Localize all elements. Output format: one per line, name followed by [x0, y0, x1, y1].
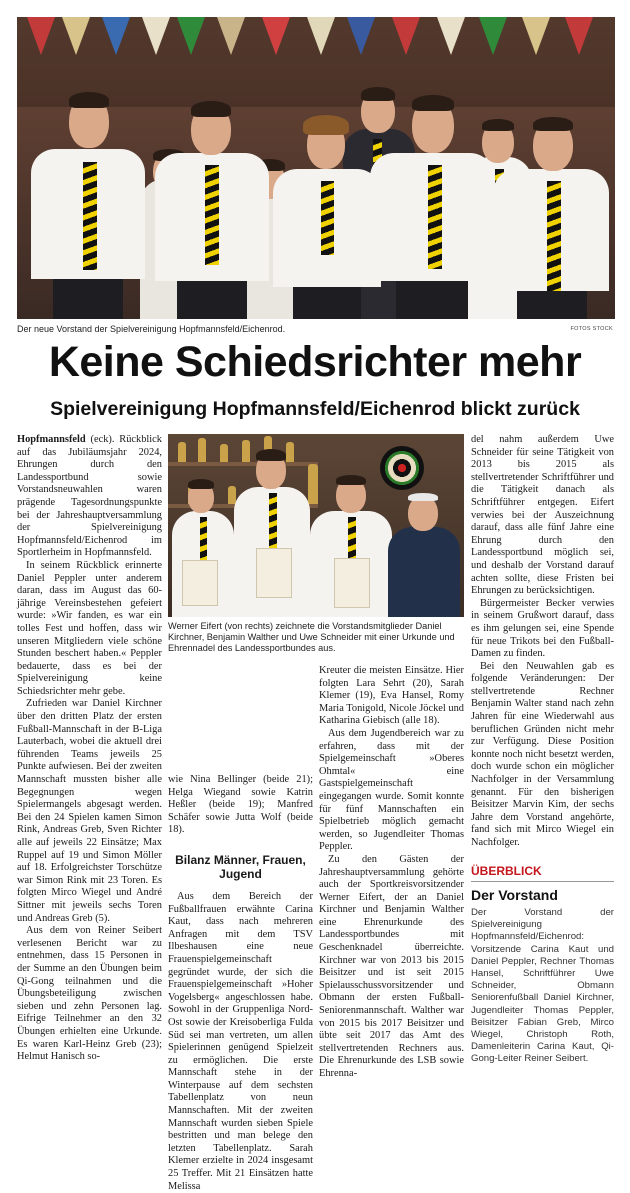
- award-photo: [168, 434, 464, 617]
- person: [23, 54, 153, 319]
- divider: [471, 881, 614, 882]
- paragraph: Kreuter die meisten Einsätze. Hier folgten Lara Sehrt (20), Sarah Klemer (19), Eva Hansel, Romy Maria Tonigold, Nicole Jöckel und Katharina Giebisch (alle 18).: [319, 665, 464, 727]
- subheadline: Spielvereinigung Hopfmannsfeld/Eichenrod blickt zurück: [50, 398, 580, 420]
- section-heading: Bilanz Männer, Frauen, Jugend: [175, 852, 306, 881]
- article-column-3: [319, 665, 464, 1081]
- headline: Keine Schiedsrichter mehr: [48, 338, 582, 386]
- certificate: [182, 560, 218, 606]
- article-column-2: [168, 774, 313, 1193]
- paragraph: In seinem Rückblick erinnerte Daniel Peppler unter anderem daran, dass im August das 60-jährige Vereinsbestehen gefeiert wurde: »Wir fanden, es war ein tolles Fest und hoffen, dass wir unseren Mitgliedern viele schöne Stunden beschert haben.« Peppler bedauerte, dass es bei der Spielvereinigung keine Schiedsrichter mehr gebe.: [17, 559, 162, 697]
- article-column-4: [471, 434, 614, 850]
- paragraph: Zu den Gästen der Jahreshauptversammlung gehörte auch der Sportkreisvorsitzender Werner Eifert, der an Daniel Kirchner und Benjamin Walther eine Ehrenurkunde des Landessportbundes mit Geschenknadel überreichte. Kirchner war von 2013 bis 2015 Beisitzer und ist seit 2015 Spielausschussvorsitzender und Obmann der ersten Fußball-Seniorenmannschaft. Walther war von 2015 bis 2017 Beisitzer und übte seit 2017 das Amt des stellvertretenden Rechners aus. Die Ehrenurkunde des LSB sowie Ehrenna-: [319, 853, 464, 1079]
- paragraph: Hopfmannsfeld (eck). Rückblick auf das Jubiläumsjahr 2024, Ehrungen durch den Landessportbund sowie Vorstandsneuwahlen waren prägende Tagesordnungspunkte bei der Jahreshauptversammlung der Spielvereinigung Hopfmannsfeld/Eichenrod im Sportlerheim in Hopfmannsfeld.: [17, 434, 162, 559]
- certificate: [334, 558, 370, 608]
- certificate: [256, 548, 292, 598]
- paragraph: Aus dem Bereich der Fußballfrauen erwähnte Carina Kaut, dass nach mehreren Anfragen mit dem TSV Ilbeshausen eine neue Frauenspielgemeinschaft gegründet wurde, der sich die Frauenspielgemeinschaft »Hoher Vogelsberg« angeschlossen habe. Sowohl in der Gruppenliga Nord-Ost sowie der Kreisoberliga Fulda Süd sei man vertreten, um allen Spielerinnen genügend Spielzeit zu ermöglichen. Die erste Mannschaft stehe in der Winterpause auf dem sechsten Tabellenplatz von neun Mannschaften. Mit der zweiten Mannschaft wurden sieben Spiele bestritten und man belege den letzten Tabellenplatz. Sarah Klemer erzielte in 2024 insgesamt 25 Treffer. Mit 21 Einsätzen hatte Melissa: [168, 890, 313, 1192]
- person: [362, 57, 502, 319]
- person: [386, 489, 462, 617]
- dateline: Hopfmannsfeld: [17, 434, 86, 445]
- article-column-1: [17, 434, 162, 1064]
- photo-caption: Der neue Vorstand der Spielvereinigung Hopfmannsfeld/Eichenrod.: [17, 324, 286, 334]
- photo-credit: FOTOS STOCK: [570, 326, 613, 332]
- paragraph: del nahm außerdem Uwe Schneider für seine Tätigkeit von 2013 bis 2015 als stellvertretender Schriftführer und die Tätigkeit danach als Schriftführer entgegen. Eifert verwies bei der Auszeichnung darauf, dass alle fünf Jahre eine Ehrung durch den Landessportbund möglich sei, und deshalb der Vorstand darauf achten sollte, diese Fristen bei Ehrungen zu berücksichtigen.: [471, 434, 614, 597]
- paragraph: Aus dem von Reiner Seibert verlesenen Bericht war zu entnehmen, dass 15 Personen in der Summe an den Übungen beim Qi-Gong teilnahmen und die Übungsbeteiligung zwischen sieben und zehn Personen lag. Eifrige Teilnehmer an den 32 Übungen erhielten eine Urkunde. Es waren Karl-Heinz Greb (23); Helmut Hanisch so-: [17, 925, 162, 1063]
- box-title: Der Vorstand: [471, 887, 558, 903]
- box-kicker: ÜBERBLICK: [471, 864, 542, 878]
- person: [147, 61, 277, 319]
- group-photo: [17, 17, 615, 319]
- box-text: Der Vorstand der Spielvereinigung Hopfmannsfeld/Eichenrod: Vorsitzende Carina Kaut und Daniel Peppler, Rechner Thomas Hansel, Schriftführer Uwe Schneider, Obmann Seniorenfußball Daniel Kirchner, Jugendleiter Thomas Peppler, Beisitzer Fabian Greb, Mirco Wiegel, Christoph Roth, Damenleiterin Carina Kaut, Qi-Gong-Leiter Reiner Seibert.: [471, 907, 614, 1065]
- paragraph: Aus dem Jugendbereich war zu erfahren, dass mit der Spielgemeinschaft »Oberes Ohmtal« eine Gastspielgemeinschaft eingegangen wurde. Somit konnte für fünf Mannschaften ein Spielbetrieb möglich gemacht werden, so Jugendleiter Thomas Peppler.: [319, 727, 464, 853]
- person: [487, 69, 615, 319]
- paragraph: Bei den Neuwahlen gab es folgende Veränderungen: Der stellvertretende Rechner Benjamin Walter stand nach zehn Jahren für eine Wiederwahl aus beruflichen Gründen nicht mehr zur Verfügung. Diese Position konnte noch nicht besetzt werden, doch wurde schon ein möglicher Nachfolger in der Versammlung genannt. Für den bisherigen Beisitzer Marvin Kim, der sechs Jahre dem Vorstand angehörte, fand sich mit Mirco Wiegel ein Nachfolger.: [471, 660, 614, 848]
- paragraph: Bürgermeister Becker verwies in seinem Grußwort darauf, dass es ihm gelungen sei, eine Spende für neue Trikots bei den Fußball-Damen zu finden.: [471, 597, 614, 660]
- award-photo-caption: Werner Eifert (von rechts) zeichnete die Vorstandsmitglieder Daniel Kirchner, Benjamin Walther und Uwe Schneider mit einer Urkunde und Ehrennadel des Landessportbundes aus.: [168, 621, 455, 654]
- paragraph: wie Nina Bellinger (beide 21); Helga Wiegand sowie Katrin Heßler (beide 19); Manfred Schäfer sowie Jutta Wolf (beide 18).: [168, 774, 313, 836]
- paragraph: Zufrieden war Daniel Kirchner über den dritten Platz der ersten Fußball-Mannschaft in der B-Liga Lauterbach, wobei die aktuell drei führenden Teams jeweils 25 Punkte aufwiesen. Bei der zweiten Mannschaft mussten bisher alle Begegnungen wegen Spielermangels abgesagt werden. Bei den 24 Spielen kamen Simon Rink, Andreas Greb, Sven Richter alle auf jeweils 22 Einsätze; Max Ruppel auf 19 und Simon Möller auf 18. Erfolgreichster Torschütze war Simon Rink mit 23 Toren. Es folgten Mirco Wiegel und André Sittner mit jeweils sechs Toren und Andreas Greb (5).: [17, 698, 162, 924]
